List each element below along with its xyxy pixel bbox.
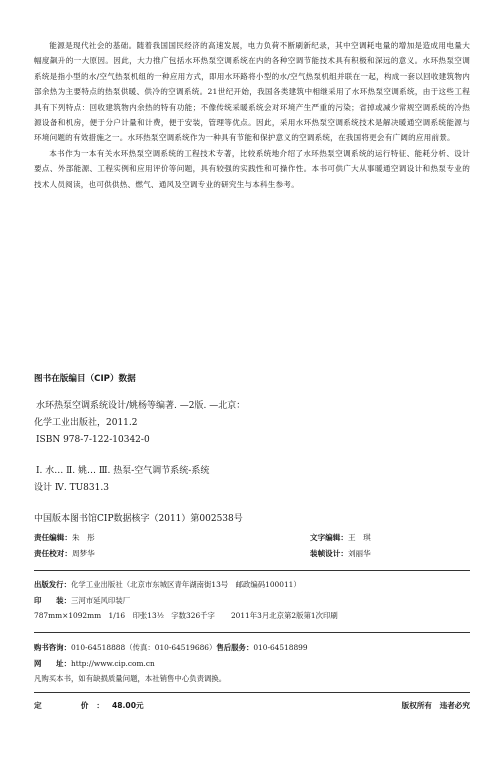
cip-title-line: 水环热泵空调系统设计/姚杨等编著. —2版. —北京： (36, 401, 246, 411)
price-row (34, 700, 470, 711)
divider-middle (34, 632, 470, 633)
cip-publisher-line: 化学工业出版社，2011.2 (34, 418, 138, 428)
specs-row (34, 608, 470, 624)
price-value: 48.00元 (111, 701, 144, 710)
book-introduction (34, 38, 470, 192)
copyright-notice: 版权所有 违者必究 (401, 701, 470, 710)
printer-label: 印 装： (34, 595, 71, 605)
purchase-label: 购书咨询： (34, 643, 71, 652)
ordering-info (34, 640, 470, 687)
printer-name: 三河市延风印装厂 (70, 595, 131, 605)
edition-info: 2011年3月北京第2版第1次印刷 (230, 611, 338, 620)
credit-row-2 (34, 546, 470, 562)
website-row (34, 656, 470, 672)
divider-bottom (34, 692, 470, 693)
editor-name: 朱 彤 (71, 533, 95, 542)
proofreader-label: 责任校对： (34, 549, 72, 558)
return-notice: 凡购买本书，如有缺损质量问题，本社销售中心负责调换。 (34, 674, 227, 683)
publishing-info (34, 577, 470, 624)
service-label: 售后服务： (216, 643, 254, 652)
service-phone: 010-64518899 (253, 643, 308, 652)
notice-row (34, 671, 470, 687)
divider-top (34, 570, 470, 571)
printer-row (34, 593, 470, 609)
editor-label: 责任编辑： (34, 533, 72, 542)
intro-paragraph-1: 能源是现代社会的基础。随着我国国民经济的高速发展，电力负荷不断刷新纪录，其中空调耗电量的增加是造成用电量大幅度飙升的一大原因。因此，大力推广包括水环热泵空调系统在内的各种空调节能技术具有积极和深远的意义。水环热泵空调系统是指小型的水/空气热泵机组的一种应用方式，即用水环路将小型的水/空气热泵机组并联在一起，构成一套以回收建筑物内部余热为主要特点的热泵供暖、供冷的空调系统。21世纪开始，我国各类建筑中相继采用了水环热泵空调系统，由于这些工程具有下列特点：回收建筑物内余热的特有功能；不像传统采暖系统会对环境产生严重的污染；省掉或减少常规空调系统的冷热源设备和机房，便于分户计量和计费，便于安装，管理等优点。因此，采用水环热泵空调系统技术是解决暖通空调系统能源与环境问题的有效措施之一。水环热泵空调系统作为一种具有节能和保护意义的空调系统，在我国将更会有广阔的应用前景。 (34, 41, 470, 143)
intro-paragraph-2: 本书作为一本有关水环热泵空调系统的工程技术专著，比较系统地介绍了水环热泵空调系统的运行特征、能耗分析、设计要点、外部能源、工程实例和应用评价等问题，具有较强的实践性和可操作性。本书可供广大从事暖通空调设计和热泵专业的技术人员阅读，也可供供热、燃气、通风及空调专业的研究生与本科生参考。 (34, 148, 470, 189)
purchase-phone: 010-64518888（传真：010-64519686） (70, 643, 217, 652)
phone-row (34, 640, 470, 656)
website-url[interactable]: http://www.cip.com.cn (70, 658, 155, 668)
designer-label: 装帧设计： (310, 549, 348, 558)
publisher-row (34, 577, 470, 593)
publisher-label: 出版发行： (34, 580, 71, 589)
credit-row-1 (34, 530, 470, 546)
publisher-address: 化学工业出版社（北京市东城区青年湖南街13号 邮政编码100011） (70, 580, 301, 589)
cip-subject-line-2: 设计 Ⅳ. TU831.3 (34, 483, 109, 493)
cip-data-block (34, 372, 470, 528)
book-specs: 787mm×1092mm 1/16 印张13½ 字数326千字 (34, 611, 215, 620)
text-editor-name: 王 琪 (347, 533, 371, 542)
cip-subject-line: Ⅰ. 水… Ⅱ. 姚… Ⅲ. 热泵-空气调节系统-系统 (36, 466, 210, 476)
cip-isbn: ISBN 978-7-122-10342-0 (36, 435, 150, 445)
text-editor-label: 文字编辑： (310, 533, 348, 542)
proofreader-name: 周梦华 (71, 549, 95, 558)
cip-heading: 图书在版编目（CIP）数据 (34, 374, 136, 384)
website-label: 网 址： (34, 658, 71, 668)
cip-core-record: 中国版本图书馆CIP数据核字（2011）第002538号 (34, 514, 243, 524)
designer-name: 刘丽华 (347, 549, 371, 558)
editorial-credits (34, 530, 470, 562)
price-label: 定 价： (34, 701, 112, 710)
